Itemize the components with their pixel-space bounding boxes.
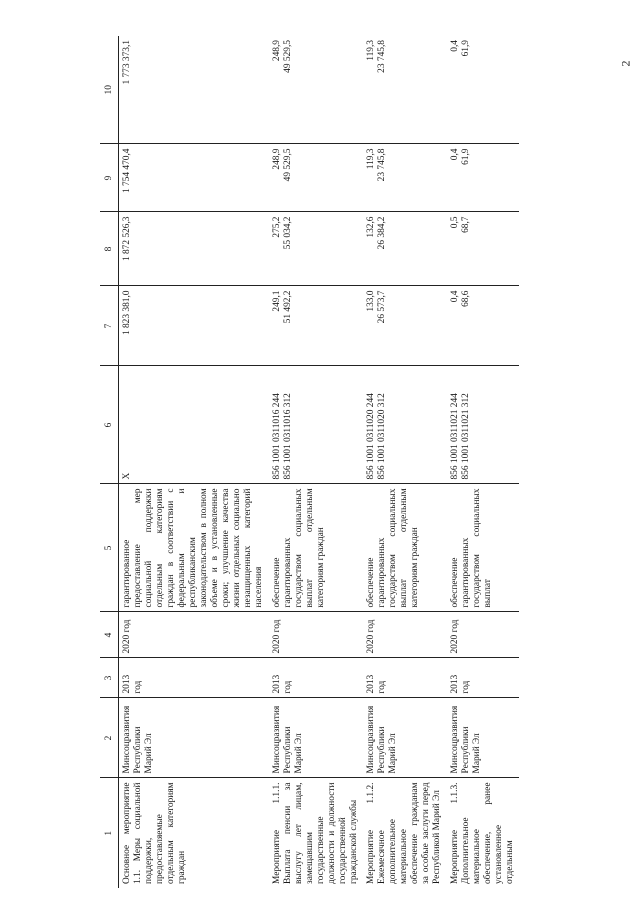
col-header-3: 3	[100, 658, 119, 698]
col-header-5: 5	[100, 484, 119, 612]
amount-col-7: 133,0 26 573,7	[363, 286, 447, 366]
amount-col-7: 0,4 68,6	[447, 286, 519, 366]
amount-col-10: 248,9 49 529,5	[269, 36, 363, 144]
responsible-executor: Минсоцразвития Республики Марий Эл	[363, 698, 447, 778]
amount-col-7: 1 823 381,0	[119, 286, 269, 366]
responsible-executor: Минсоцразвития Республики Марий Эл	[447, 698, 519, 778]
col-header-2: 2	[100, 698, 119, 778]
page-number: 2	[618, 60, 633, 67]
end-year: 2020 год	[119, 612, 269, 658]
budget-code: Х	[119, 366, 269, 484]
expected-result: обеспечение гарантированных государством социальных выплат отдельным категориям граждан	[269, 484, 363, 612]
col-header-8: 8	[100, 212, 119, 286]
budget-code: 856 1001 0311021 244 856 1001 0311021 312	[447, 366, 519, 484]
budget-table	[100, 36, 519, 888]
amount-col-8: 1 872 526,3	[119, 212, 269, 286]
rotated-table-container	[100, 36, 620, 888]
header-row	[100, 36, 119, 888]
col-header-4: 4	[100, 612, 119, 658]
table-row	[119, 36, 269, 888]
amount-col-8: 275,2 55 034,2	[269, 212, 363, 286]
amount-col-8: 0,5 68,7	[447, 212, 519, 286]
amount-col-10: 119,3 23 745,8	[363, 36, 447, 144]
budget-code: 856 1001 0311020 244 856 1001 0311020 312	[363, 366, 447, 484]
start-year: 2013 год	[119, 658, 269, 698]
amount-col-9: 119,3 23 745,8	[363, 144, 447, 212]
amount-col-9: 248,9 49 529,5	[269, 144, 363, 212]
activity-name: Основное мероприятие 1.1. Меры социальной поддержки, предоставляемые отдельным категориям граждан	[122, 782, 187, 884]
start-year: 2013 год	[269, 658, 363, 698]
amount-col-10: 1 773 373,1	[119, 36, 269, 144]
table-row	[447, 36, 519, 888]
start-year: 2013 год	[363, 658, 447, 698]
end-year: 2020 год	[363, 612, 447, 658]
responsible-executor: Минсоцразвития Республики Марий Эл	[269, 698, 363, 778]
end-year: 2020 год	[447, 612, 519, 658]
rotated-table-frame	[100, 36, 620, 888]
amount-col-8: 132,6 26 384,2	[363, 212, 447, 286]
budget-code: 856 1001 0311016 244 856 1001 0311016 312	[269, 366, 363, 484]
amount-col-7: 249,1 51 492,2	[269, 286, 363, 366]
start-year: 2013 год	[447, 658, 519, 698]
activity-name: Мероприятие 1.1.1. Выплата пенсии за выслугу лет лицам, замещавшим государственные должности и должности государственной гражданской службы	[271, 782, 359, 884]
amount-col-9: 1 754 470,4	[119, 144, 269, 212]
end-year: 2020 год	[269, 612, 363, 658]
responsible-executor: Минсоцразвития Республики Марий Эл	[119, 698, 269, 778]
col-header-7: 7	[100, 286, 119, 366]
activity-name: Мероприятие 1.1.2. Ежемесячное дополнительное материальное обеспечение гражданам за особые заслуги перед Республикой Марий Эл	[365, 782, 442, 884]
table-row	[269, 36, 363, 888]
activity-name: Мероприятие 1.1.3. Дополнительное материальное обеспечение, ранее установленное отдельным	[449, 782, 515, 884]
col-header-6: 6	[100, 366, 119, 484]
amount-col-9: 0,4 61,9	[447, 144, 519, 212]
amount-col-10: 0,4 61,9	[447, 36, 519, 144]
col-header-9: 9	[100, 144, 119, 212]
table-row	[363, 36, 447, 888]
col-header-10: 10	[100, 36, 119, 144]
expected-result: гарантированное предоставление мер социальной поддержки отдельным категориям граждан в соответствии с федеральным и республиканским законодательством в полном объеме и в установленные сроки; улучшение качества жизни отдельных социально незащищенных категорий населения	[119, 484, 269, 612]
expected-result: обеспечение гарантированных государством социальных выплат отдельным категориям граждан	[363, 484, 447, 612]
expected-result: обеспечение гарантированных государством социальных выплат	[447, 484, 519, 612]
col-header-1: 1	[100, 778, 119, 888]
